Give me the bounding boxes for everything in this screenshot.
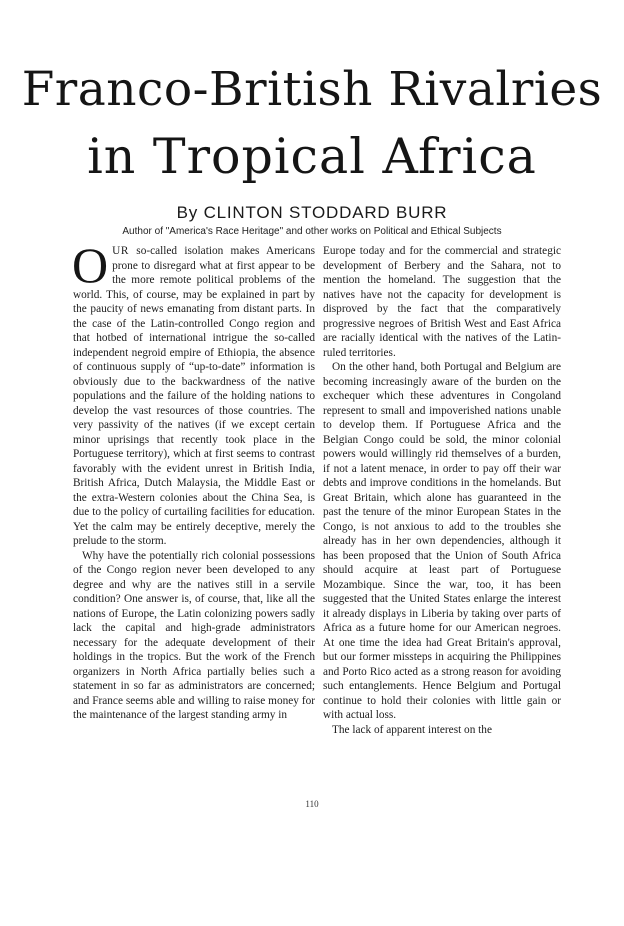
article-title-line-2: in Tropical Africa <box>87 128 537 185</box>
paragraph: Europe today and for the commercial and strategic development of Berbery and the Sahara, not to mention the homeland. The suggestion that the natives have not the capacity for development is disproved by the fact that the comparatively progressive negroes of British West and East Africa are racially identical with the natives of the Latin-ruled territories. <box>323 245 561 359</box>
body-column-left <box>72 237 315 723</box>
paragraph: Why have the potentially rich colonial possessions of the Congo region never been developed to any degree and why are the natives still in a servile condition? One answer is, of course, that, like all the nations of Europe, the Latin colonizing powers sadly lack the capital and high-grade administrators necessary for the adequate development of their holdings in the tropics. But the work of the French organizers in North Africa partially belies such a statement in so far as administrators are concerned; and France seems able and willing to raise money for the maintenance of the largest standing army in <box>73 549 315 721</box>
paragraph: On the other hand, both Portugal and Belgium are becoming increasingly aware of the burden on the exchequer which these adventures in Congoland represent to small and impoverished nations unable to develop them. If Portuguese Africa and the Belgian Congo could be sold, the minor colonial powers would willingly rid themselves of a burden, if not a latent menace, in order to pay off their war debts and improve conditions in the homelands. But Great Britain, which alone has guaranteed in the past the tenure of the minor European States in the Congo, is not anxious to add to the troubles she already has in her own dependencies, although it has been proposed that the Union of South Africa should acquire at least part of Portuguese Mozambique. Since the war, too, it has been suggested that the United States enlarge the interest it already displays in Liberia by taking over parts of Africa as a future home for our American negroes. At one time the idea had Great Britain's approval, but our former missteps in acquiring the Philippines and Porto Rico acted as a strong reason for avoiding such entanglements. Hence Belgium and Portugal continue to hold their colonies with little gain or with actual loss. <box>323 361 561 721</box>
lead-caps: UR <box>112 245 130 257</box>
body-column-right <box>323 244 561 737</box>
paragraph-text: so-called isolation makes Americans prone to disregard what at first appear to be the more remote political problems of the world. This, of course, may be explained in part by the paucity of news emanating from distant parts. In the case of the Latin-controlled Congo region and that hotbed of international intrigue the so-called independent negroid empire of Ethiopia, the absence of continuous supply of “up-to-date” information is obviously due to the backwardness of the native populations and the failure of the holding nations to develop the vast resources of those countries. The very passivity of the natives (if we except certain minor uprisings that recently took place in the Portuguese territory), which at first seems to contrast favorably with the evident unrest in British India, British Africa, Dutch Malaysia, the Middle East or the extra-Western colonies about the China Sea, is due to the policy of curtailing facilities for education. Yet the calm may be entirely deceptive, merely the prelude to the storm. <box>73 245 315 547</box>
paragraph <box>72 237 315 549</box>
article-title-line-1: Franco-British Rivalries <box>21 62 603 117</box>
author-note: Author of "America's Race Heritage" and other works on Political and Ethical Subjects <box>122 226 502 237</box>
paragraph: The lack of apparent interest on the <box>332 723 492 736</box>
drop-cap: O <box>72 237 109 293</box>
byline: By CLINTON STODDARD BURR <box>176 203 448 222</box>
page-number: 110 <box>305 799 319 809</box>
